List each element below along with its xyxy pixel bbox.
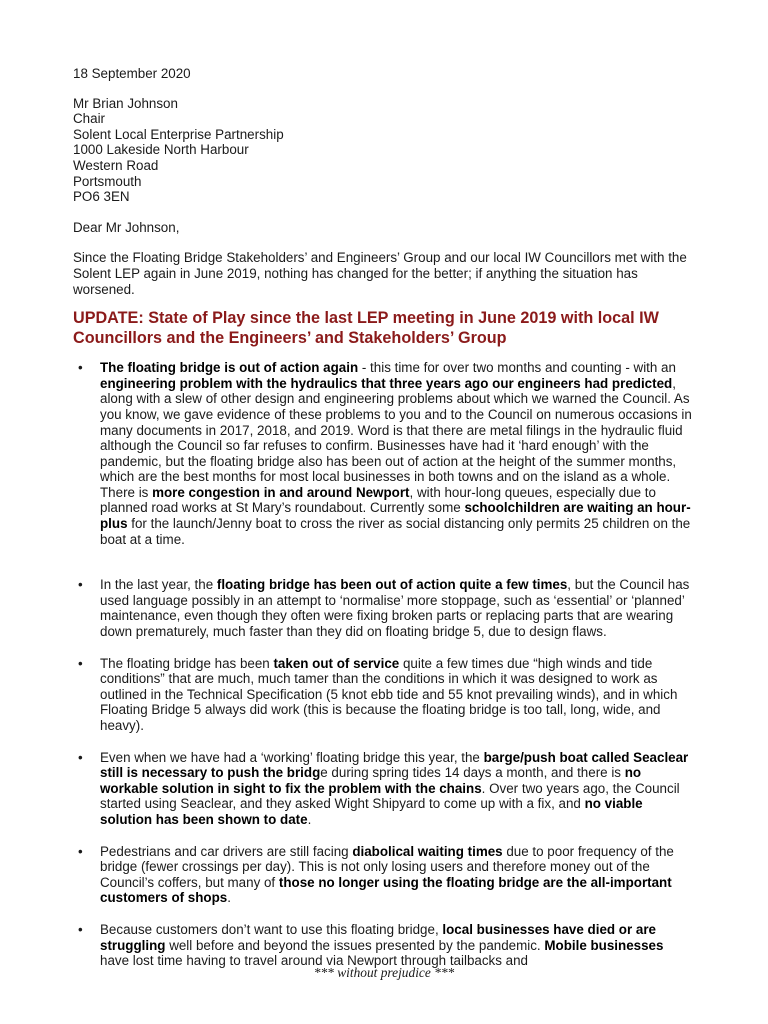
letter-body [73, 66, 693, 985]
body-text: for the launch/Jenny boat to cross the river as social distancing only permits 25 children on the boat at a time. [100, 516, 691, 547]
emphasis-text: local businesses have died or are struggling [100, 921, 657, 953]
body-text: . [307, 811, 312, 827]
body-text: Even when we have had a ‘working’ floating bridge this year, the [100, 749, 484, 765]
bullet-icon: • [78, 360, 83, 376]
intro-paragraph: Since the Floating Bridge Stakeholders’ and Engineers’ Group and our local IW Councillors met with the Solent LEP again in June 2019, nothing has changed for the better; if anything the situation has worsened. [73, 250, 687, 297]
body-text: , along with a slew of other design and engineering problems about which we warned the Council. As you know, we gave evidence of these problems to you and to the Council on numerous occasions in many documents in 2017, 2018, and 2019. Word is that there are metal filings in the hydraulic fluid although the Council so far refuses to confirm. Businesses have had it ‘hard enough’ with the pandemic, but the floating bridge also has been out of action at the height of the summer months, which are the best months for most local businesses in both towns and on the island as a whole. There is [100, 375, 692, 500]
emphasis-text: schoolchildren are waiting an hour-plus [100, 500, 691, 532]
update-points-list [73, 360, 693, 969]
body-text: quite a few times due “high winds and tide conditions” that are much, much tamer than the conditions in which it was designed to work as outlined in the Technical Specification (5 knot ebb tide and 55 knot prevailing winds), and in which Floating Bridge 5 always did work (this is because the floating bridge is too tall, long, wide, and heavy). [100, 655, 678, 733]
bullet-icon: • [78, 921, 83, 937]
emphasis-text: floating bridge has been out of action quite a few times [216, 577, 568, 593]
body-text: - this time for over two months and counting - with an [358, 360, 676, 376]
body-text: e during spring tides 14 days a month, and there is [320, 765, 625, 781]
salutation: Dear Mr Johnson, [73, 219, 180, 235]
address-line-1: 1000 Lakeside North Harbour [73, 142, 249, 158]
emphasis-text: more congestion in and around Newport [152, 484, 410, 500]
recipient-organisation: Solent Local Enterprise Partnership [73, 126, 284, 142]
list-item [73, 922, 693, 969]
address-line-2: Western Road [73, 157, 159, 173]
recipient-title: Chair [73, 111, 105, 127]
list-item [73, 844, 693, 906]
bullet-icon: • [78, 577, 83, 593]
body-text: Because customers don’t want to use this floating bridge, [100, 921, 443, 937]
emphasis-text: diabolical waiting times [352, 843, 503, 859]
bullet-icon: • [78, 749, 83, 765]
emphasis-text: barge/push boat called Seaclear still is necessary to push the bridg [100, 749, 689, 781]
list-item [73, 360, 693, 547]
emphasis-text: no workable solution in sight to fix the problem with the chains [100, 765, 642, 796]
body-text: well before and beyond the issues presented by the pandemic. [165, 937, 545, 953]
bullet-icon: • [78, 655, 83, 671]
body-text: , but the Council has used language possibly in an attempt to ‘normalise’ more stoppage, such as ‘essential’ or ‘planned’ maintenance, even though they often were fixing broken parts or replacing parts that are wearing down prematurely, much faster than they did on floating bridge 5, due to design flaws. [100, 577, 690, 640]
list-item [73, 750, 693, 828]
emphasis-text: those no longer using the floating bridge are the all-important customers of shops [100, 874, 672, 906]
footer-disclaimer: *** without prejudice *** [313, 965, 455, 980]
emphasis-text: Mobile businesses [544, 937, 664, 953]
emphasis-text: engineering problem with the hydraulics that three years ago our engineers had predicted [100, 375, 673, 391]
body-text: due to poor frequency of the bridge (fewer crossings per day). This is not only losing users and therefore money out of the Council’s coffers, but many of [100, 843, 674, 890]
bullet-icon: • [78, 843, 83, 859]
recipient-address [73, 96, 693, 205]
list-item [73, 577, 693, 639]
body-text: Pedestrians and car drivers are still facing [100, 843, 353, 859]
emphasis-text: taken out of service [273, 655, 400, 671]
body-text: . Over two years ago, the Council started using Seaclear, and they asked Wight Shipyard to come up with a fix, and [100, 780, 680, 812]
body-text: In the last year, the [100, 577, 217, 593]
body-text: . [227, 890, 231, 906]
letter-date: 18 September 2020 [73, 66, 191, 81]
emphasis-text: The floating bridge is out of action again [100, 360, 359, 376]
list-item [73, 656, 693, 734]
body-text: The floating bridge has been [100, 655, 274, 671]
body-text: have lost time having to travel around via Newport through tailbacks and [100, 953, 528, 969]
emphasis-text: no viable solution has been shown to date [100, 796, 643, 827]
update-heading: UPDATE: State of Play since the last LEP meeting in June 2019 with local IW Councillors and the Engineers’ and Stakeholders’ Group [73, 309, 659, 348]
body-text: , with hour-long queues, especially due to planned road works at St Mary’s roundabout. Currently some [100, 484, 656, 516]
address-postcode: PO6 3EN [73, 189, 130, 205]
recipient-name: Mr Brian Johnson [73, 95, 178, 111]
address-city: Portsmouth [73, 173, 142, 189]
